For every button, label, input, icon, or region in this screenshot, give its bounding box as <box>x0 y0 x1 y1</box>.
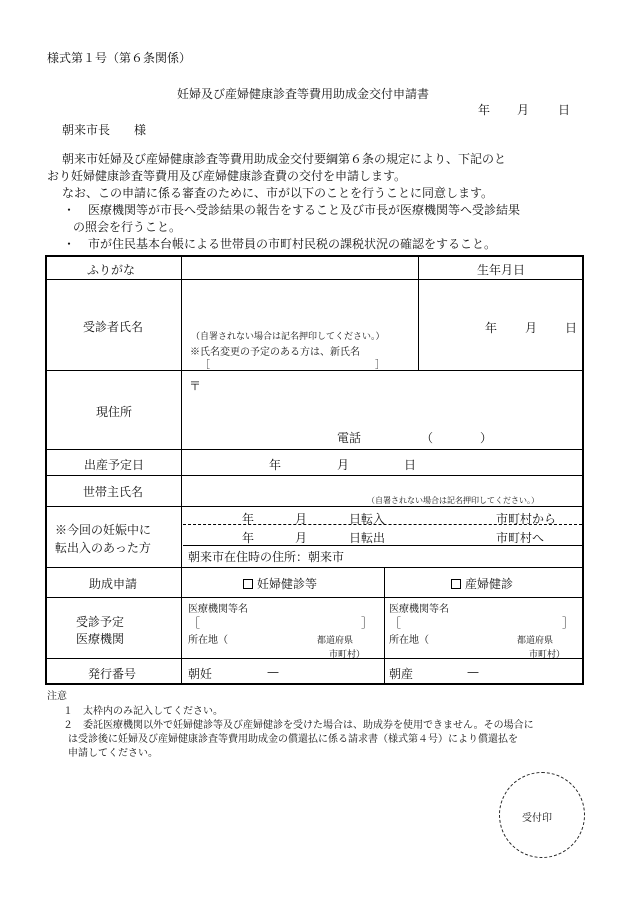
form-number: 様式第１号（第６条関係） <box>47 51 192 65</box>
birth-month-label: 月 <box>525 321 538 335</box>
institution-label-line-1: 受診予定 <box>76 615 125 629</box>
name-signature-note: （自署されない場合は記名押印してください。） <box>191 332 385 342</box>
birthdate-label: 生年月日 <box>477 263 526 277</box>
phone-label: 電話 <box>337 431 362 445</box>
address-label: 現住所 <box>96 405 133 419</box>
move-label-line-1: ※今回の妊娠中に <box>55 523 152 537</box>
move-out-year: 年 <box>242 531 255 545</box>
institution-2-city: 市町村） <box>529 650 566 660</box>
phone-paren-open: （ <box>421 431 434 445</box>
issue-prefix-prenatal: 朝妊 <box>188 667 213 681</box>
date-day-label: 日 <box>558 103 571 117</box>
issue-prefix-postnatal: 朝産 <box>389 667 414 681</box>
issue-dash-2: — <box>467 665 479 679</box>
institution-2-bracket-close: ］ <box>562 616 575 630</box>
postal-mark: 〒 <box>189 379 202 393</box>
institution-2-name-label: 医療機関等名 <box>389 604 449 615</box>
bullet-1: ・ <box>63 203 76 217</box>
move-label-line-2: 転出入のあった方 <box>55 541 151 555</box>
furigana-input[interactable] <box>183 257 416 278</box>
previous-address-label: 朝来市在住時の住所：朝来市 <box>188 550 345 564</box>
intro-line-2: おり妊婦健康診査等費用及び産婦健康診査費の交付を申請します。 <box>47 169 407 183</box>
address-input[interactable] <box>207 375 577 425</box>
institution-1-name-label: 医療機関等名 <box>188 604 248 615</box>
furigana-label: ふりがな <box>87 263 136 277</box>
prenatal-checkbox[interactable] <box>243 579 253 589</box>
institution-1-name-input[interactable] <box>204 613 359 628</box>
name-label: 受診者氏名 <box>83 320 144 334</box>
postnatal-checkbox[interactable] <box>451 579 461 589</box>
new-name-input[interactable] <box>213 355 373 368</box>
phone-paren-close: ） <box>480 431 493 445</box>
birth-day-label: 日 <box>565 321 578 335</box>
household-head-input[interactable] <box>183 477 563 493</box>
subsidy-option-postnatal[interactable] <box>451 575 513 592</box>
note-2-line-1: 委託医療機関以外で妊婦健診等及び産婦健診を受けた場合は、助成券を使用できません。その場合に <box>83 720 534 731</box>
household-signature-note: （自署されない場合は記名押印してください。） <box>367 496 539 505</box>
prenatal-option-label: 妊婦健診等 <box>257 577 318 591</box>
intro-line-1: 朝来市妊婦及び産婦健康診査等費用助成金交付要綱第６条の規定により、下記のと <box>62 152 507 166</box>
reception-stamp-label: 受付印 <box>522 813 552 824</box>
issue-number-label: 発行番号 <box>88 667 137 681</box>
institution-label-line-2: 医療機関 <box>76 632 125 646</box>
institution-2-prefecture: 都道府県 <box>517 636 554 646</box>
move-out-day: 日転出 <box>349 531 386 545</box>
notes-heading: 注意 <box>47 691 67 702</box>
subsidy-label: 助成申請 <box>89 577 138 591</box>
new-name-bracket-open: ［ <box>200 360 210 371</box>
new-name-bracket-close: ］ <box>375 360 385 371</box>
institution-1-bracket-close: ］ <box>361 616 374 630</box>
institution-1-bracket-open: ［ <box>188 616 201 630</box>
household-head-label: 世帯主氏名 <box>83 485 144 499</box>
consent-item-2: 市が住民基本台帳による世帯員の市町村民税の課税状況の確認をすること。 <box>88 237 497 251</box>
name-change-note: ※氏名変更の予定のある方は、新氏名 <box>190 347 360 358</box>
institution-1-prefecture: 都道府県 <box>317 636 354 646</box>
note-1-number: １ <box>63 706 73 717</box>
reception-stamp <box>499 772 585 858</box>
note-2-line-3: 申請してください。 <box>68 748 158 759</box>
due-date-label: 出産予定日 <box>84 458 145 472</box>
due-month-label: 月 <box>337 458 350 472</box>
institution-2-bracket-open: ［ <box>389 616 402 630</box>
move-in-from: 市町村から <box>496 512 557 526</box>
subsidy-option-prenatal[interactable] <box>243 575 317 592</box>
institution-1-location-label: 所在地（ <box>188 635 228 646</box>
move-out-month: 月 <box>295 531 308 545</box>
institution-2-location-label: 所在地（ <box>389 635 429 646</box>
issue-dash-1: — <box>267 665 279 679</box>
date-month-label: 月 <box>517 103 530 117</box>
application-form-table <box>45 255 584 685</box>
move-in-month: 月 <box>295 512 308 526</box>
consent-item-1-line-2: の照会を行うこと。 <box>73 220 182 234</box>
postnatal-option-label: 産婦健診 <box>465 577 514 591</box>
consent-item-1-line-1: 医療機関等が市長へ受診結果の報告をすること及び市長が医療機関等へ受診結果 <box>88 203 521 217</box>
document-title: 妊婦及び産婦健康診査等費用助成金交付申請書 <box>177 87 430 101</box>
institution-1-city: 市町村） <box>329 650 366 660</box>
due-day-label: 日 <box>404 458 417 472</box>
due-year-label: 年 <box>269 458 282 472</box>
move-in-year: 年 <box>242 512 255 526</box>
note-1: 太枠内のみ記入してください。 <box>83 706 223 717</box>
birth-year-label: 年 <box>485 321 498 335</box>
addressee: 朝来市長 様 <box>62 123 147 137</box>
date-year-label: 年 <box>478 103 491 117</box>
bullet-2: ・ <box>63 237 76 251</box>
note-2-number: ２ <box>63 720 73 731</box>
move-out-to: 市町村へ <box>496 531 545 545</box>
institution-2-name-input[interactable] <box>405 613 560 628</box>
name-input[interactable] <box>183 281 416 327</box>
phone-input[interactable] <box>437 427 477 443</box>
move-in-day: 日転入 <box>349 512 386 526</box>
intro-line-3: なお、この申請に係る審査のために、市が以下のことを行うことに同意します。 <box>62 186 494 200</box>
note-2-line-2: は受診後に妊婦及び産婦健康診査等費用助成金の償還払に係る請求書（様式第４号）により償還払を <box>68 734 518 745</box>
